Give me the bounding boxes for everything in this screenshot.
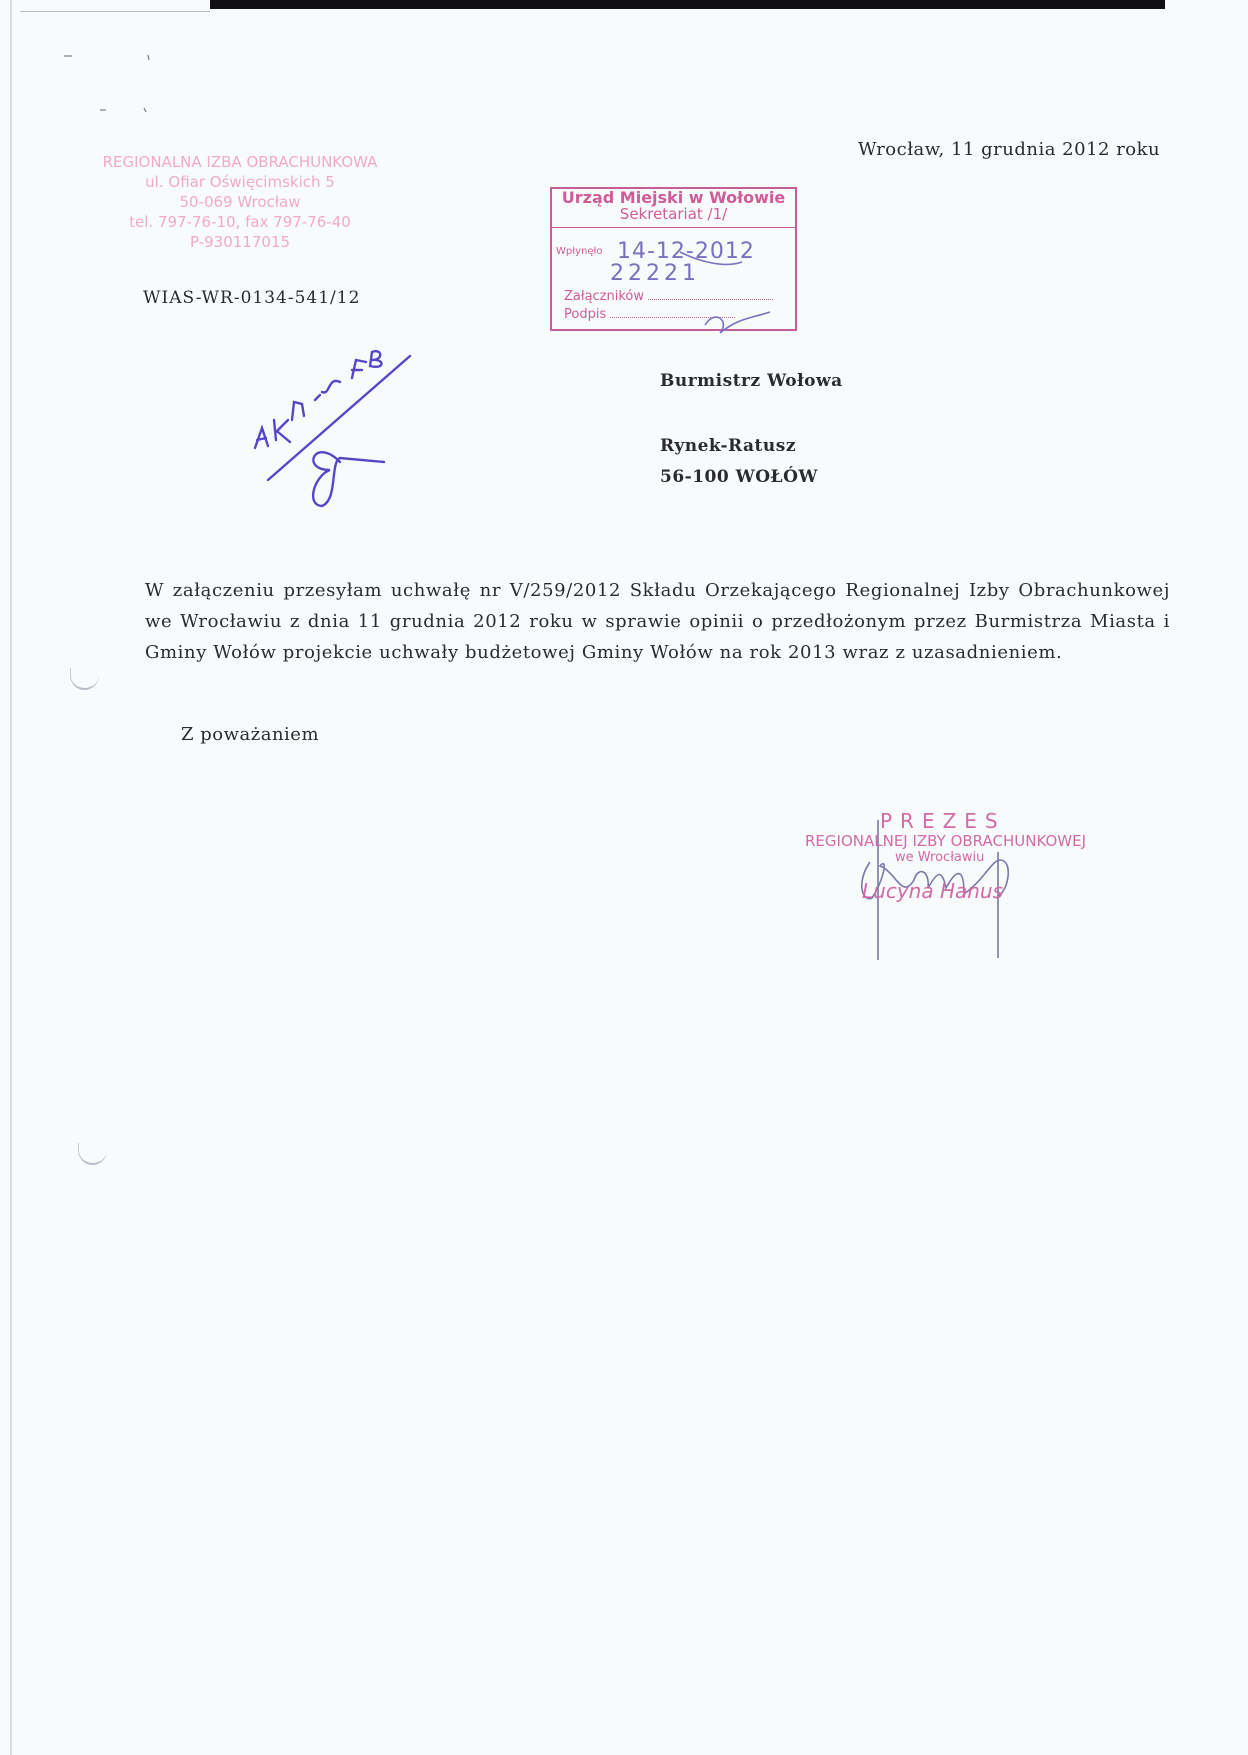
signature-scribble	[705, 312, 770, 333]
addressee-city: 56-100 WOŁÓW	[660, 467, 818, 487]
annotation-letter	[370, 351, 382, 367]
president-title: PREZES	[880, 809, 1006, 833]
received-date: 14-12-2012	[617, 239, 755, 264]
attachments-label: Załączników	[564, 289, 645, 304]
speck	[144, 108, 146, 112]
received-stamp-department: Sekretariat /1/	[619, 205, 728, 223]
addressee-title: Burmistrz Wołowa	[660, 371, 843, 391]
sender-stamp-line: ul. Ofiar Oświęcimskich 5	[145, 173, 335, 191]
signature-label: Podpis	[564, 307, 607, 322]
sender-stamp-line: P-930117015	[189, 233, 291, 251]
sender-stamp-line: REGIONALNA IZBA OBRACHUNKOWA	[102, 153, 378, 171]
annotation-letter	[292, 402, 304, 420]
annotation-comma	[315, 395, 320, 400]
annotation-initials	[313, 452, 384, 506]
president-name: Lucyna Hanus	[862, 879, 1004, 903]
received-label: Wpłynęło	[556, 246, 603, 257]
reference-number: WIAS-WR-0134-541/12	[143, 288, 361, 308]
closing-line: Z poważaniem	[181, 724, 320, 745]
sender-stamp-line: 50-069 Wrocław	[179, 193, 301, 211]
speck	[148, 55, 149, 60]
handwritten-annotation	[255, 351, 410, 506]
date-line: Wrocław, 11 grudnia 2012 roku	[858, 139, 1161, 160]
addressee-street: Rynek-Ratusz	[660, 436, 796, 456]
signature-scribble	[680, 252, 742, 264]
received-stamp-office: Urząd Miejski w Wołowie	[561, 188, 786, 207]
president-institution: REGIONALNEJ IZBY OBRACHUNKOWEJ	[805, 832, 1087, 850]
president-stamp	[805, 810, 1095, 906]
annotation-letter	[255, 428, 268, 448]
president-location: we Wrocławiu	[895, 850, 985, 865]
annotation-letter	[274, 420, 290, 442]
entry-number: 22221	[610, 261, 700, 286]
letter-body: W załączeniu przesyłam uchwałę nr V/259/2012 Składu Orzekającego Regionalnej Izby Obrachunkowej we Wrocławiu z dnia 11 grudnia 2012 roku w sprawie opinii o przedłożonym przez Burmistrza Miasta i Gminy Wołów projekcie uchwały budżetowej Gminy Wołów na rok 2013 wraz z uzasadnieniem.	[145, 580, 1170, 663]
scan-specks	[64, 55, 149, 112]
received-stamp-signature	[680, 252, 770, 333]
sender-stamp-line: tel. 797-76-10, fax 797-76-40	[129, 213, 351, 231]
annotation-letter	[352, 360, 366, 378]
annotation-letter	[322, 381, 340, 393]
